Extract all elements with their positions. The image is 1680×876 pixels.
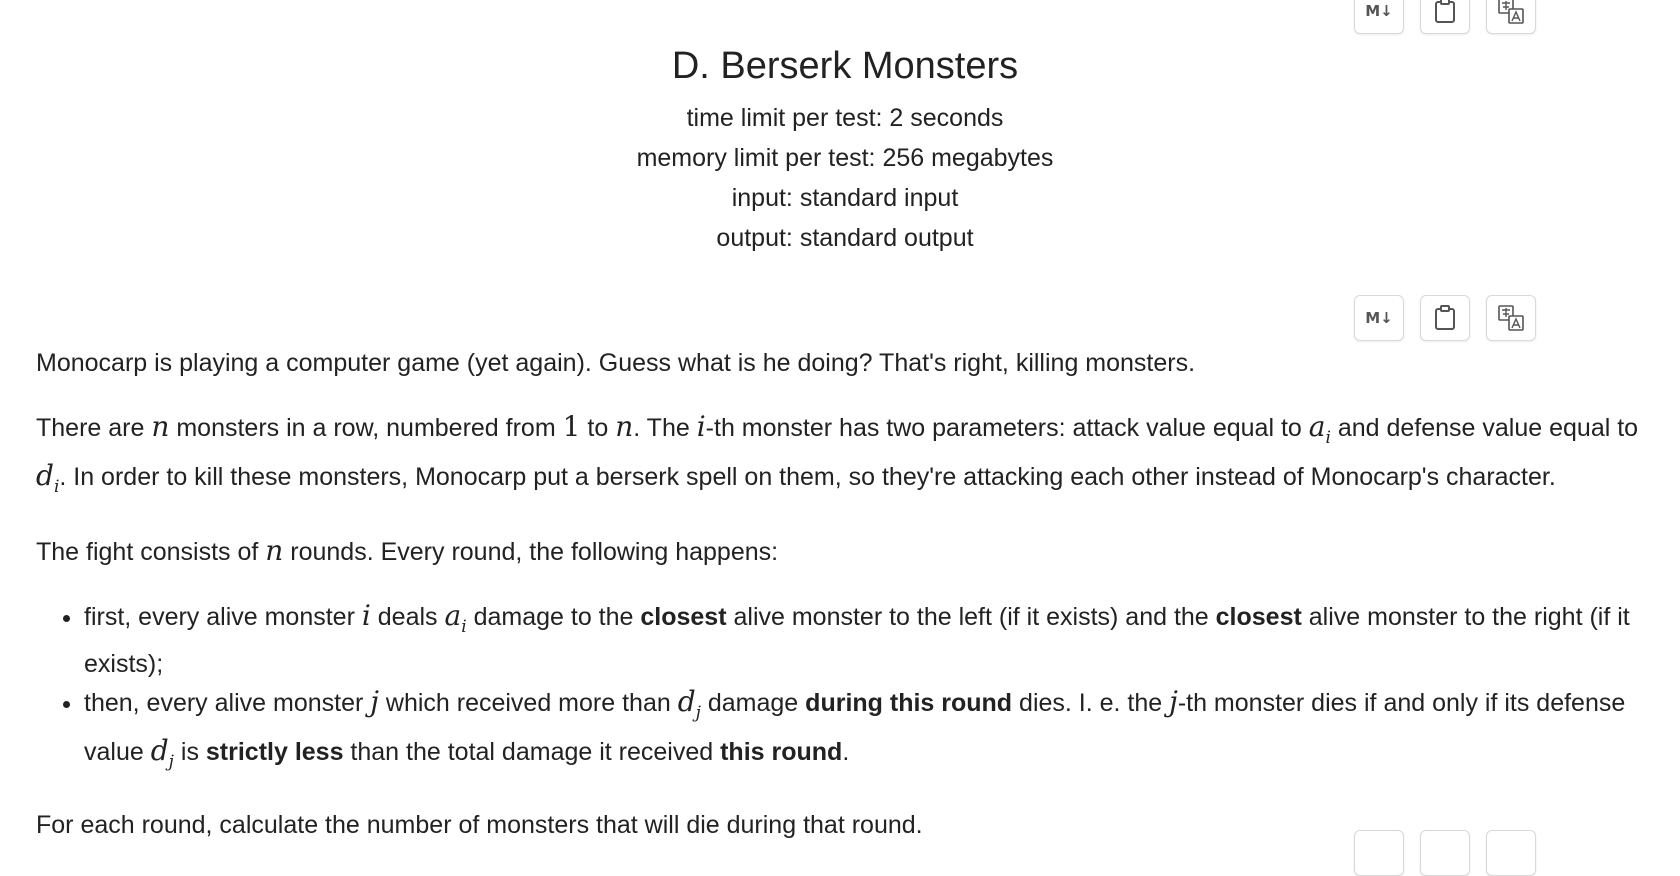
math-a: a <box>1308 410 1326 443</box>
text: . In order to kill these monsters, Monocarp put a berserk spell on them, so they're attacking each other instead of Monocarp's character. <box>59 463 1556 491</box>
translate-button[interactable] <box>1486 0 1536 34</box>
text: The fight consists of <box>36 538 266 566</box>
text: then, every alive monster <box>84 689 371 717</box>
list-item <box>84 683 1648 781</box>
round-steps-list <box>36 597 1648 781</box>
text: and defense value equal to <box>1330 414 1639 442</box>
text: There are <box>36 414 152 442</box>
text: to <box>580 414 616 442</box>
clipboard-icon <box>1434 0 1456 24</box>
text: -th monster has two parameters: attack value equal to <box>705 414 1309 442</box>
translate-button[interactable] <box>1486 295 1536 341</box>
markdown-button[interactable] <box>1354 295 1404 341</box>
math-d: d <box>36 459 54 492</box>
markdown-button[interactable] <box>1354 830 1404 876</box>
math-one: 1 <box>562 410 581 443</box>
math-a: a <box>444 599 462 632</box>
bold-text: closest <box>1215 603 1302 631</box>
math-d: d <box>677 685 696 718</box>
text: alive monster to the right (if it exists); <box>84 603 1630 678</box>
statement-paragraph-intro: Monocarp is playing a computer game (yet again). Guess what is he doing? That's right, killing monsters. <box>36 349 1196 377</box>
next-section-toolbar <box>1354 830 1536 876</box>
text: deals <box>370 603 445 631</box>
output-spec: output: standard output <box>716 224 974 252</box>
math-i: i <box>361 599 371 632</box>
math-j: j <box>370 685 379 718</box>
text: monsters in a row, numbered from <box>169 414 563 442</box>
statement-paragraph-rounds <box>36 532 1648 571</box>
text: first, every alive monster <box>84 603 362 631</box>
bold-text: closest <box>640 603 727 631</box>
text: -th monster dies if and only if its defense value <box>84 689 1626 766</box>
list-item <box>84 597 1648 683</box>
input-spec: input: standard input <box>731 184 959 212</box>
clipboard-icon <box>1434 305 1456 331</box>
text: which received more than <box>378 689 678 717</box>
translate-icon <box>1497 304 1525 332</box>
copy-button[interactable] <box>1420 830 1470 876</box>
time-limit: time limit per test: 2 seconds <box>686 104 1004 132</box>
text: damage <box>700 689 806 717</box>
text: . <box>842 738 850 766</box>
math-subscript: i <box>53 477 60 497</box>
markdown-icon: M↓ <box>1365 309 1393 327</box>
math-d: d <box>150 734 169 767</box>
math-j: j <box>1169 685 1178 718</box>
statement-toolbar <box>1354 295 1536 341</box>
math-subscript: j <box>695 703 701 723</box>
math-i: i <box>696 410 706 443</box>
translate-icon <box>1497 0 1525 25</box>
bold-text: strictly less <box>205 738 344 766</box>
text: dies. I. e. the <box>1012 689 1170 717</box>
text: rounds. Every round, the following happens: <box>283 538 779 566</box>
statement-paragraph-params <box>36 408 1648 506</box>
problem-statement <box>36 345 1648 870</box>
markdown-button[interactable] <box>1354 0 1404 34</box>
text: is <box>173 738 206 766</box>
text: alive monster to the left (if it exists) and the <box>726 603 1216 631</box>
problem-title: D. Berserk Monsters <box>671 45 1019 87</box>
copy-button[interactable] <box>1420 0 1470 34</box>
memory-limit: memory limit per test: 256 megabytes <box>636 144 1054 172</box>
math-n: n <box>265 534 284 567</box>
copy-button[interactable] <box>1420 295 1470 341</box>
statement-paragraph-task: For each round, calculate the number of monsters that will die during that round. <box>36 811 923 839</box>
text: . The <box>633 414 697 442</box>
math-subscript: j <box>168 752 174 772</box>
text: damage to the <box>466 603 641 631</box>
bold-text: this round <box>720 738 843 766</box>
math-subscript: i <box>1325 428 1331 448</box>
text: than the total damage it received <box>343 738 721 766</box>
bold-text: during this round <box>805 689 1013 717</box>
math-subscript: i <box>461 617 467 637</box>
markdown-icon: M↓ <box>1365 2 1393 20</box>
math-n: n <box>615 410 634 443</box>
math-n: n <box>151 410 170 443</box>
translate-button[interactable] <box>1486 830 1536 876</box>
problem-header <box>0 40 1680 258</box>
header-toolbar <box>1354 0 1536 34</box>
